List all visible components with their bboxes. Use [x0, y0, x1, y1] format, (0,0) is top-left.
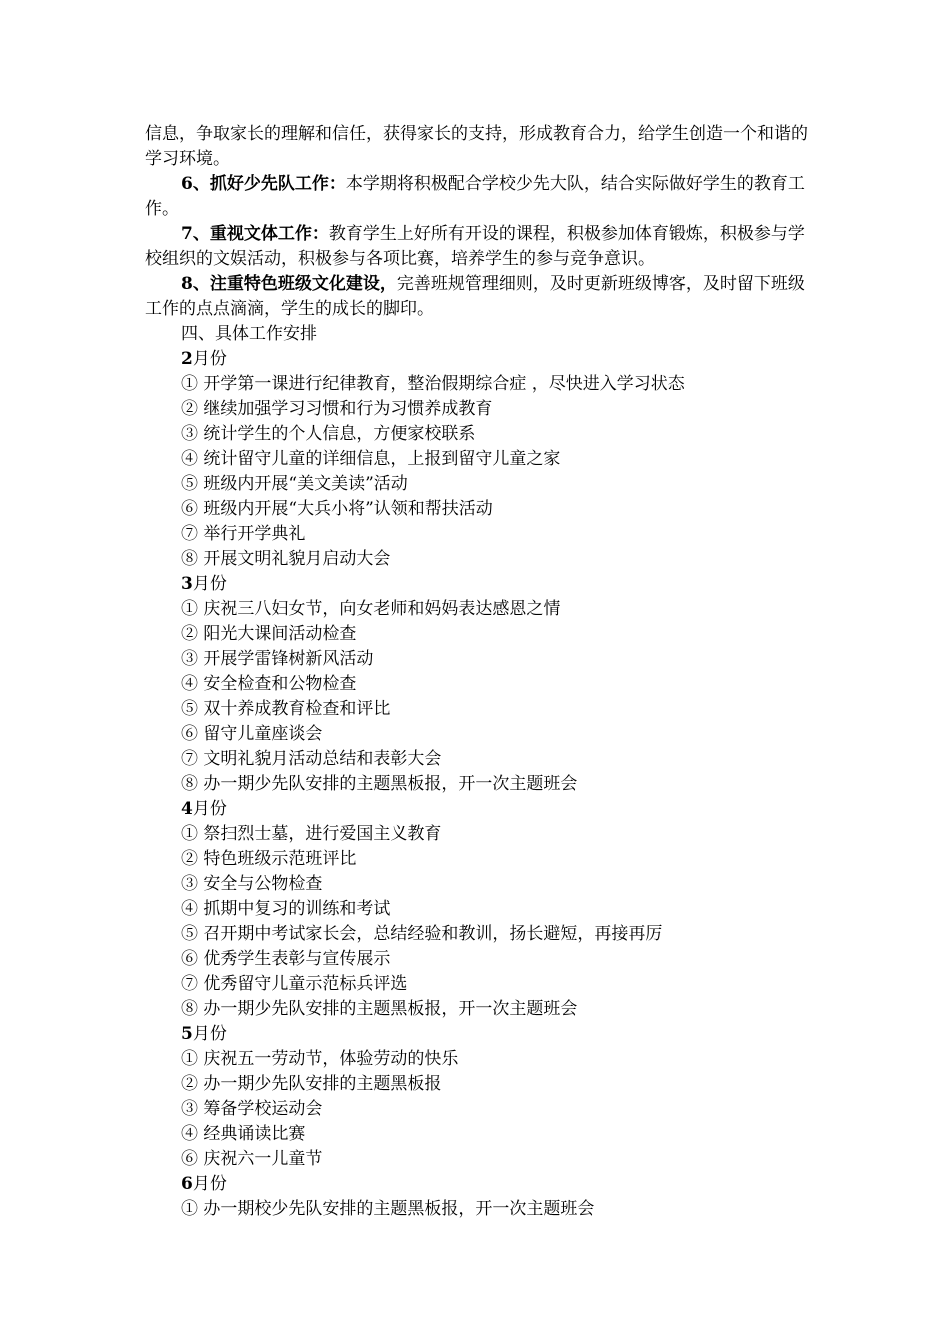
item-8 — [145, 272, 810, 322]
schedule — [145, 322, 810, 1222]
item-7-body: 教育学生上好所有开设的课程，积极参加体育锻炼，积极参与学校组织的文娱活动，积极参与各项比赛，培养学生的参与竞争意识。 — [145, 224, 805, 269]
item-6-number: 6 — [181, 174, 193, 194]
task-item: ⑤ 双十养成教育检查和评比 — [181, 699, 391, 719]
item-6-title: 、抓好少先队工作： — [192, 174, 346, 194]
month-heading-apr — [181, 797, 810, 822]
task-item: ② 特色班级示范班评比 — [181, 849, 357, 869]
paragraph-continued: 信息，争取家长的理解和信任，获得家长的支持，形成教育合力，给学生创造一个和谐的学习环境。 — [145, 124, 808, 169]
task-item: ⑧ 开展文明礼貌月启动大会 — [181, 549, 391, 569]
item-6 — [145, 172, 810, 222]
month-heading-jun — [181, 1172, 810, 1197]
task-item: ① 办一期校少先队安排的主题黑板报，开一次主题班会 — [181, 1199, 595, 1219]
task-item: ③ 开展学雷锋树新风活动 — [181, 649, 374, 669]
task-item: ⑥ 庆祝六一儿童节 — [181, 1149, 323, 1169]
task-item: ② 继续加强学习习惯和行为习惯养成教育 — [181, 399, 493, 419]
task-item: ⑥ 班级内开展“大兵小将”认领和帮扶活动 — [181, 499, 493, 519]
task-item: ⑥ 留守儿童座谈会 — [181, 724, 323, 744]
task-item: ④ 抓期中复习的训练和考试 — [181, 899, 391, 919]
item-8-number: 8 — [181, 274, 193, 294]
task-item: ⑧ 办一期少先队安排的主题黑板报，开一次主题班会 — [181, 999, 578, 1019]
task-item: ① 祭扫烈士墓，进行爱国主义教育 — [181, 824, 442, 844]
item-8-body: 完善班规管理细则，及时更新班级博客，及时留下班级工作的点点滴滴，学生的成长的脚印。 — [145, 274, 805, 319]
task-item: ① 庆祝三八妇女节，向女老师和妈妈表达感恩之情 — [181, 599, 561, 619]
task-item: ③ 筹备学校运动会 — [181, 1099, 323, 1119]
task-item: ⑤ 班级内开展“美文美读”活动 — [181, 474, 408, 494]
month-label: 月份 — [192, 799, 227, 819]
task-item: ① 开学第一课进行纪律教育，整治假期综合症 ，尽快进入学习状态 — [181, 374, 685, 394]
item-7 — [145, 222, 810, 272]
task-item: ② 阳光大课间活动检查 — [181, 624, 357, 644]
month-label: 月份 — [192, 1174, 227, 1194]
item-6-body: 本学期将积极配合学校少先大队，结合实际做好学生的教育工作。 — [145, 174, 805, 219]
task-item: ② 办一期少先队安排的主题黑板报 — [181, 1074, 442, 1094]
item-7-title: 、重视文体工作： — [192, 224, 329, 244]
task-item: ⑧ 办一期少先队安排的主题黑板报，开一次主题班会 — [181, 774, 578, 794]
month-number: 5 — [181, 1024, 193, 1044]
task-item: ④ 统计留守儿童的详细信息，上报到留守儿童之家 — [181, 449, 561, 469]
month-number: 6 — [181, 1174, 193, 1194]
task-item: ⑦ 举行开学典礼 — [181, 524, 306, 544]
item-7-number: 7 — [181, 224, 193, 244]
month-heading-feb — [181, 347, 810, 372]
task-item: ③ 统计学生的个人信息，方便家校联系 — [181, 424, 476, 444]
section-heading: 四、具体工作安排 — [181, 324, 317, 344]
month-label: 月份 — [192, 1024, 227, 1044]
task-item: ④ 经典诵读比赛 — [181, 1124, 306, 1144]
month-number: 4 — [181, 799, 193, 819]
month-label: 月份 — [192, 349, 227, 369]
item-8-title: 、注重特色班级文化建设， — [192, 274, 397, 294]
task-item: ④ 安全检查和公物检查 — [181, 674, 357, 694]
month-number: 3 — [181, 574, 193, 594]
document-page — [145, 122, 810, 1222]
task-item: ③ 安全与公物检查 — [181, 874, 323, 894]
task-item: ⑥ 优秀学生表彰与宣传展示 — [181, 949, 391, 969]
task-item: ⑦ 文明礼貌月活动总结和表彰大会 — [181, 749, 442, 769]
month-number: 2 — [181, 349, 193, 369]
task-item: ① 庆祝五一劳动节，体验劳动的快乐 — [181, 1049, 459, 1069]
month-label: 月份 — [192, 574, 227, 594]
task-item: ⑤ 召开期中考试家长会，总结经验和教训，扬长避短，再接再厉 — [181, 924, 663, 944]
month-heading-may — [181, 1022, 810, 1047]
month-heading-mar — [181, 572, 810, 597]
task-item: ⑦ 优秀留守儿童示范标兵评选 — [181, 974, 408, 994]
